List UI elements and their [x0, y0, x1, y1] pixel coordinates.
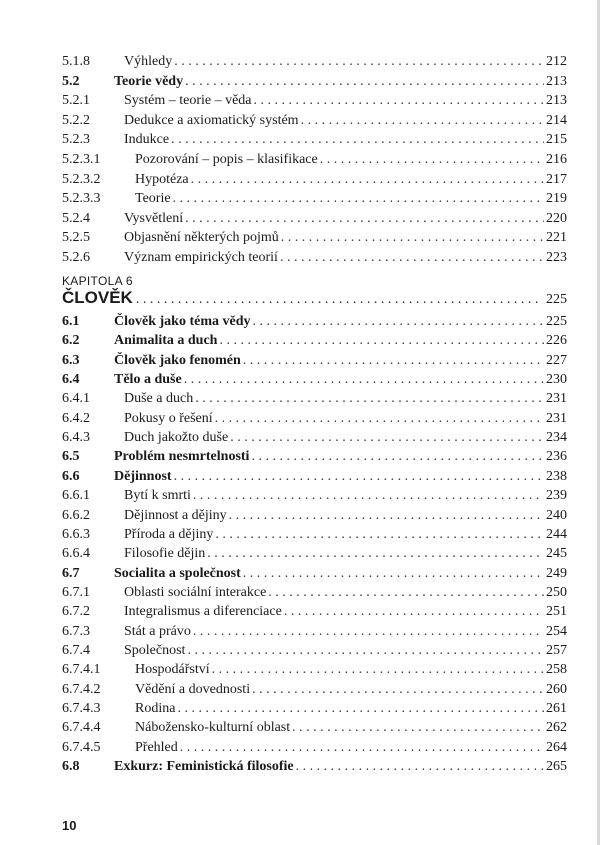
- toc-entry-title: Animalita a duch: [114, 333, 218, 349]
- toc-entry-page: 212: [546, 54, 567, 69]
- dot-leader: [185, 72, 544, 92]
- toc-entry-number: 5.2.3.3: [62, 191, 101, 207]
- toc-entry-title: Duch jakožto duše: [124, 430, 229, 446]
- dot-leader: [320, 150, 544, 170]
- toc-entry: [62, 130, 567, 150]
- toc-entry: [62, 170, 567, 190]
- toc-entry-page: 249: [546, 565, 567, 581]
- toc-entry-title: Duše a duch: [124, 391, 194, 407]
- toc-entry-title: Příroda a dějiny: [124, 526, 214, 542]
- dot-leader: [195, 389, 544, 409]
- toc-entry: [62, 699, 567, 719]
- toc-entry: [62, 467, 567, 487]
- toc-entry-page: 240: [546, 507, 567, 523]
- toc-entry-title: Pokusy o řešení: [124, 410, 213, 426]
- dot-leader: [136, 292, 543, 308]
- toc-entry-page: 265: [546, 759, 567, 775]
- dot-leader: [301, 111, 544, 131]
- toc-entry-page: 217: [546, 171, 567, 187]
- toc-entry-page: 234: [546, 430, 567, 446]
- dot-leader: [193, 622, 544, 642]
- toc-entry-title: Vědění a dovednosti: [135, 681, 251, 697]
- toc-entry-number: 5.1.8: [62, 54, 90, 69]
- toc-entry-page: 245: [546, 546, 567, 562]
- page-number: 10: [62, 818, 77, 833]
- toc-entry: [62, 757, 567, 777]
- dot-leader: [173, 189, 544, 209]
- dot-leader: [215, 525, 544, 545]
- toc-entry-number: 5.2: [62, 73, 80, 89]
- dot-leader: [191, 170, 544, 190]
- toc-entry-title: Stát a právo: [124, 623, 191, 639]
- toc-entry-page: 257: [546, 642, 567, 658]
- dot-leader: [171, 130, 544, 150]
- toc-entry-page: 226: [546, 333, 567, 349]
- toc-entry-number: 5.2.3.1: [62, 152, 101, 167]
- toc-entry-title: Integralismus a diferenciace: [124, 604, 282, 620]
- dot-leader: [243, 351, 544, 371]
- toc-entry-number: 6.4.1: [62, 391, 90, 407]
- toc-entry-title: Systém – teorie – věda: [124, 93, 252, 109]
- toc-entry-number: 6.4.3: [62, 430, 90, 446]
- toc-entry-title: Indukce: [124, 132, 170, 148]
- toc-entry: [62, 248, 567, 268]
- toc-entry: [62, 447, 567, 467]
- toc-entry: [62, 370, 567, 390]
- dot-leader: [185, 209, 544, 229]
- toc-entry-title: Společnost: [124, 642, 186, 658]
- toc-entry-page: 250: [546, 584, 567, 600]
- toc-entry-page: 213: [546, 93, 567, 109]
- dot-leader: [281, 228, 544, 248]
- dot-leader: [180, 738, 544, 758]
- dot-leader: [292, 718, 544, 738]
- toc-entry-page: 239: [546, 488, 567, 504]
- toc-entry: [62, 718, 567, 738]
- toc-entry-number: 6.6.4: [62, 546, 90, 562]
- toc-entry-title: Filosofie dějin: [124, 546, 206, 562]
- toc-entry-number: 5.2.3: [62, 132, 90, 148]
- toc-entry: [62, 150, 567, 170]
- toc-entry-number: 6.1: [62, 314, 80, 329]
- toc-entry-number: 6.6: [62, 468, 80, 484]
- toc-entry: [62, 209, 567, 229]
- toc-entry-number: 6.7: [62, 565, 80, 581]
- chapter-page: 225: [546, 292, 567, 307]
- toc-entry-number: 6.6.2: [62, 507, 90, 523]
- dot-leader: [193, 486, 544, 506]
- dot-leader: [219, 331, 544, 351]
- toc-entry-title: Dějinnost a dějiny: [124, 507, 227, 523]
- toc-entry-number: 6.7.4.5: [62, 739, 101, 755]
- dot-leader: [253, 312, 545, 332]
- dot-leader: [184, 370, 544, 390]
- toc-entry-number: 6.4.2: [62, 410, 90, 426]
- toc-entry-title: Objasnění některých pojmů: [124, 230, 279, 246]
- toc-entry-title: Význam empirických teorií: [124, 250, 278, 265]
- toc-entry: [62, 52, 567, 72]
- dot-leader: [177, 699, 544, 719]
- toc-entry-page: 244: [546, 526, 567, 542]
- dot-leader: [268, 583, 544, 603]
- toc-entry-title: Výhledy: [124, 54, 173, 69]
- toc-entry-page: 264: [546, 739, 567, 755]
- toc-entry-number: 6.7.3: [62, 623, 90, 639]
- toc-entry-page: 238: [546, 468, 567, 484]
- toc-entry: [62, 738, 567, 758]
- toc-entry: [62, 331, 567, 351]
- toc-entry: [62, 602, 567, 622]
- toc-entry: [62, 428, 567, 448]
- toc-entry-number: 6.3: [62, 352, 80, 368]
- toc-entry: [62, 583, 567, 603]
- dot-leader: [187, 641, 544, 661]
- toc-entry-page: 251: [546, 604, 567, 620]
- toc-entry-number: 6.7.2: [62, 604, 90, 620]
- toc-entry-title: Dějinnost: [114, 468, 172, 484]
- toc-entry-number: 6.5: [62, 449, 80, 465]
- toc-entry-number: 6.2: [62, 333, 80, 349]
- toc-entry-title: Hospodářství: [135, 662, 210, 678]
- toc-entry: [62, 409, 567, 429]
- toc-entry: [62, 544, 567, 564]
- toc-entry-number: 5.2.5: [62, 230, 90, 246]
- toc-entry-title: Vysvětlení: [124, 210, 184, 226]
- toc-entry-title: Člověk jako fenomén: [114, 352, 241, 368]
- dot-leader: [254, 91, 544, 111]
- toc-entry-page: 221: [546, 230, 567, 246]
- toc-entry: [62, 525, 567, 545]
- toc-entry-page: 219: [546, 191, 567, 207]
- toc-entry: [62, 111, 567, 131]
- toc-entry-page: 231: [546, 410, 567, 426]
- toc-entry-number: 6.8: [62, 759, 80, 775]
- dot-leader: [230, 428, 544, 448]
- toc-entry-title: Bytí k smrti: [124, 488, 191, 504]
- toc-entry-page: 216: [546, 152, 567, 167]
- toc-entry-page: 258: [546, 662, 567, 678]
- toc-entry-title: Problém nesmrtelnosti: [114, 449, 250, 465]
- dot-leader: [174, 52, 544, 72]
- dot-leader: [215, 409, 544, 429]
- toc-entry-number: 6.6.3: [62, 526, 90, 542]
- toc-entry-page: 262: [546, 720, 567, 736]
- toc-entry-title: Náboženskо-kulturní oblast: [135, 720, 291, 736]
- toc-entry-page: 236: [546, 449, 567, 465]
- toc-entry-title: Rodina: [135, 701, 176, 716]
- toc-entry-page: 225: [546, 314, 567, 329]
- toc-entry-page: 213: [546, 73, 567, 89]
- dot-leader: [296, 757, 544, 777]
- toc-entry: [62, 564, 567, 584]
- toc-entry-title: Pozorování – popis – klasifikace: [135, 152, 318, 167]
- toc-entry-title: Přehled: [135, 739, 178, 755]
- toc-entry-number: 6.7.4.4: [62, 720, 101, 736]
- dot-leader: [243, 564, 544, 584]
- toc-entry-page: 227: [546, 352, 567, 368]
- dot-leader: [207, 544, 544, 564]
- toc-entry: [62, 506, 567, 526]
- toc-entry: [62, 622, 567, 642]
- toc-entry-page: 254: [546, 623, 567, 639]
- toc-entry-title: Člověk jako téma vědy: [114, 314, 251, 329]
- toc-entry-title: Teorie vědy: [114, 73, 184, 89]
- toc-entry-title: Oblasti sociální interakce: [124, 584, 267, 600]
- toc-entry-page: 261: [546, 701, 567, 716]
- toc-entry-number: 6.4: [62, 372, 80, 388]
- toc-entry: [62, 660, 567, 680]
- toc-entry-page: 260: [546, 681, 567, 697]
- dot-leader: [212, 660, 544, 680]
- toc-entry-number: 5.2.1: [62, 93, 90, 109]
- dot-leader: [229, 506, 544, 526]
- toc-entry-number: 6.7.4.3: [62, 701, 101, 716]
- toc-entry-page: 223: [546, 250, 567, 265]
- toc-entry-number: 5.2.3.2: [62, 171, 101, 187]
- toc-entry-title: Socialita a společnost: [114, 565, 241, 581]
- toc-entry-page: 214: [546, 112, 567, 128]
- toc-entry-page: 231: [546, 391, 567, 407]
- toc-entry-number: 5.2.6: [62, 250, 90, 265]
- toc-entry: [62, 91, 567, 111]
- toc-entry: [62, 312, 567, 332]
- toc-entry-page: 220: [546, 210, 567, 226]
- toc-entry: [62, 486, 567, 506]
- toc-entry-number: 5.2.4: [62, 210, 90, 226]
- toc-entry: [62, 189, 567, 209]
- toc-entry-title: Tělo a duše: [114, 372, 182, 388]
- chapter-heading: [62, 288, 567, 310]
- dot-leader: [174, 467, 544, 487]
- toc-entry: [62, 680, 567, 700]
- toc-entry-number: 6.7.4.2: [62, 681, 101, 697]
- toc-entry-number: 6.7.1: [62, 584, 90, 600]
- chapter-label: KAPITOLA 6: [62, 274, 133, 288]
- toc-entry: [62, 228, 567, 248]
- toc-entry-number: 6.6.1: [62, 488, 90, 504]
- toc-entry-page: 230: [546, 372, 567, 388]
- toc-entry-title: Exkurz: Feministická filosofie: [114, 759, 294, 775]
- toc-entry-number: 6.7.4: [62, 642, 90, 658]
- dot-leader: [280, 248, 544, 268]
- toc-entry-number: 5.2.2: [62, 112, 90, 128]
- toc-entry-title: Hypotéza: [135, 171, 189, 187]
- toc-entry: [62, 72, 567, 92]
- toc-entry-number: 6.7.4.1: [62, 662, 101, 678]
- chapter-title: ČLOVĚK: [62, 288, 133, 307]
- toc-entry: [62, 351, 567, 371]
- toc-entry-page: 215: [546, 132, 567, 148]
- dot-leader: [252, 680, 544, 700]
- dot-leader: [284, 602, 544, 622]
- toc-entry: [62, 389, 567, 409]
- dot-leader: [251, 447, 544, 467]
- toc-entry-title: Dedukce a axiomatický systém: [124, 112, 299, 128]
- toc-entry: [62, 641, 567, 661]
- toc-entry-title: Teorie: [135, 191, 171, 207]
